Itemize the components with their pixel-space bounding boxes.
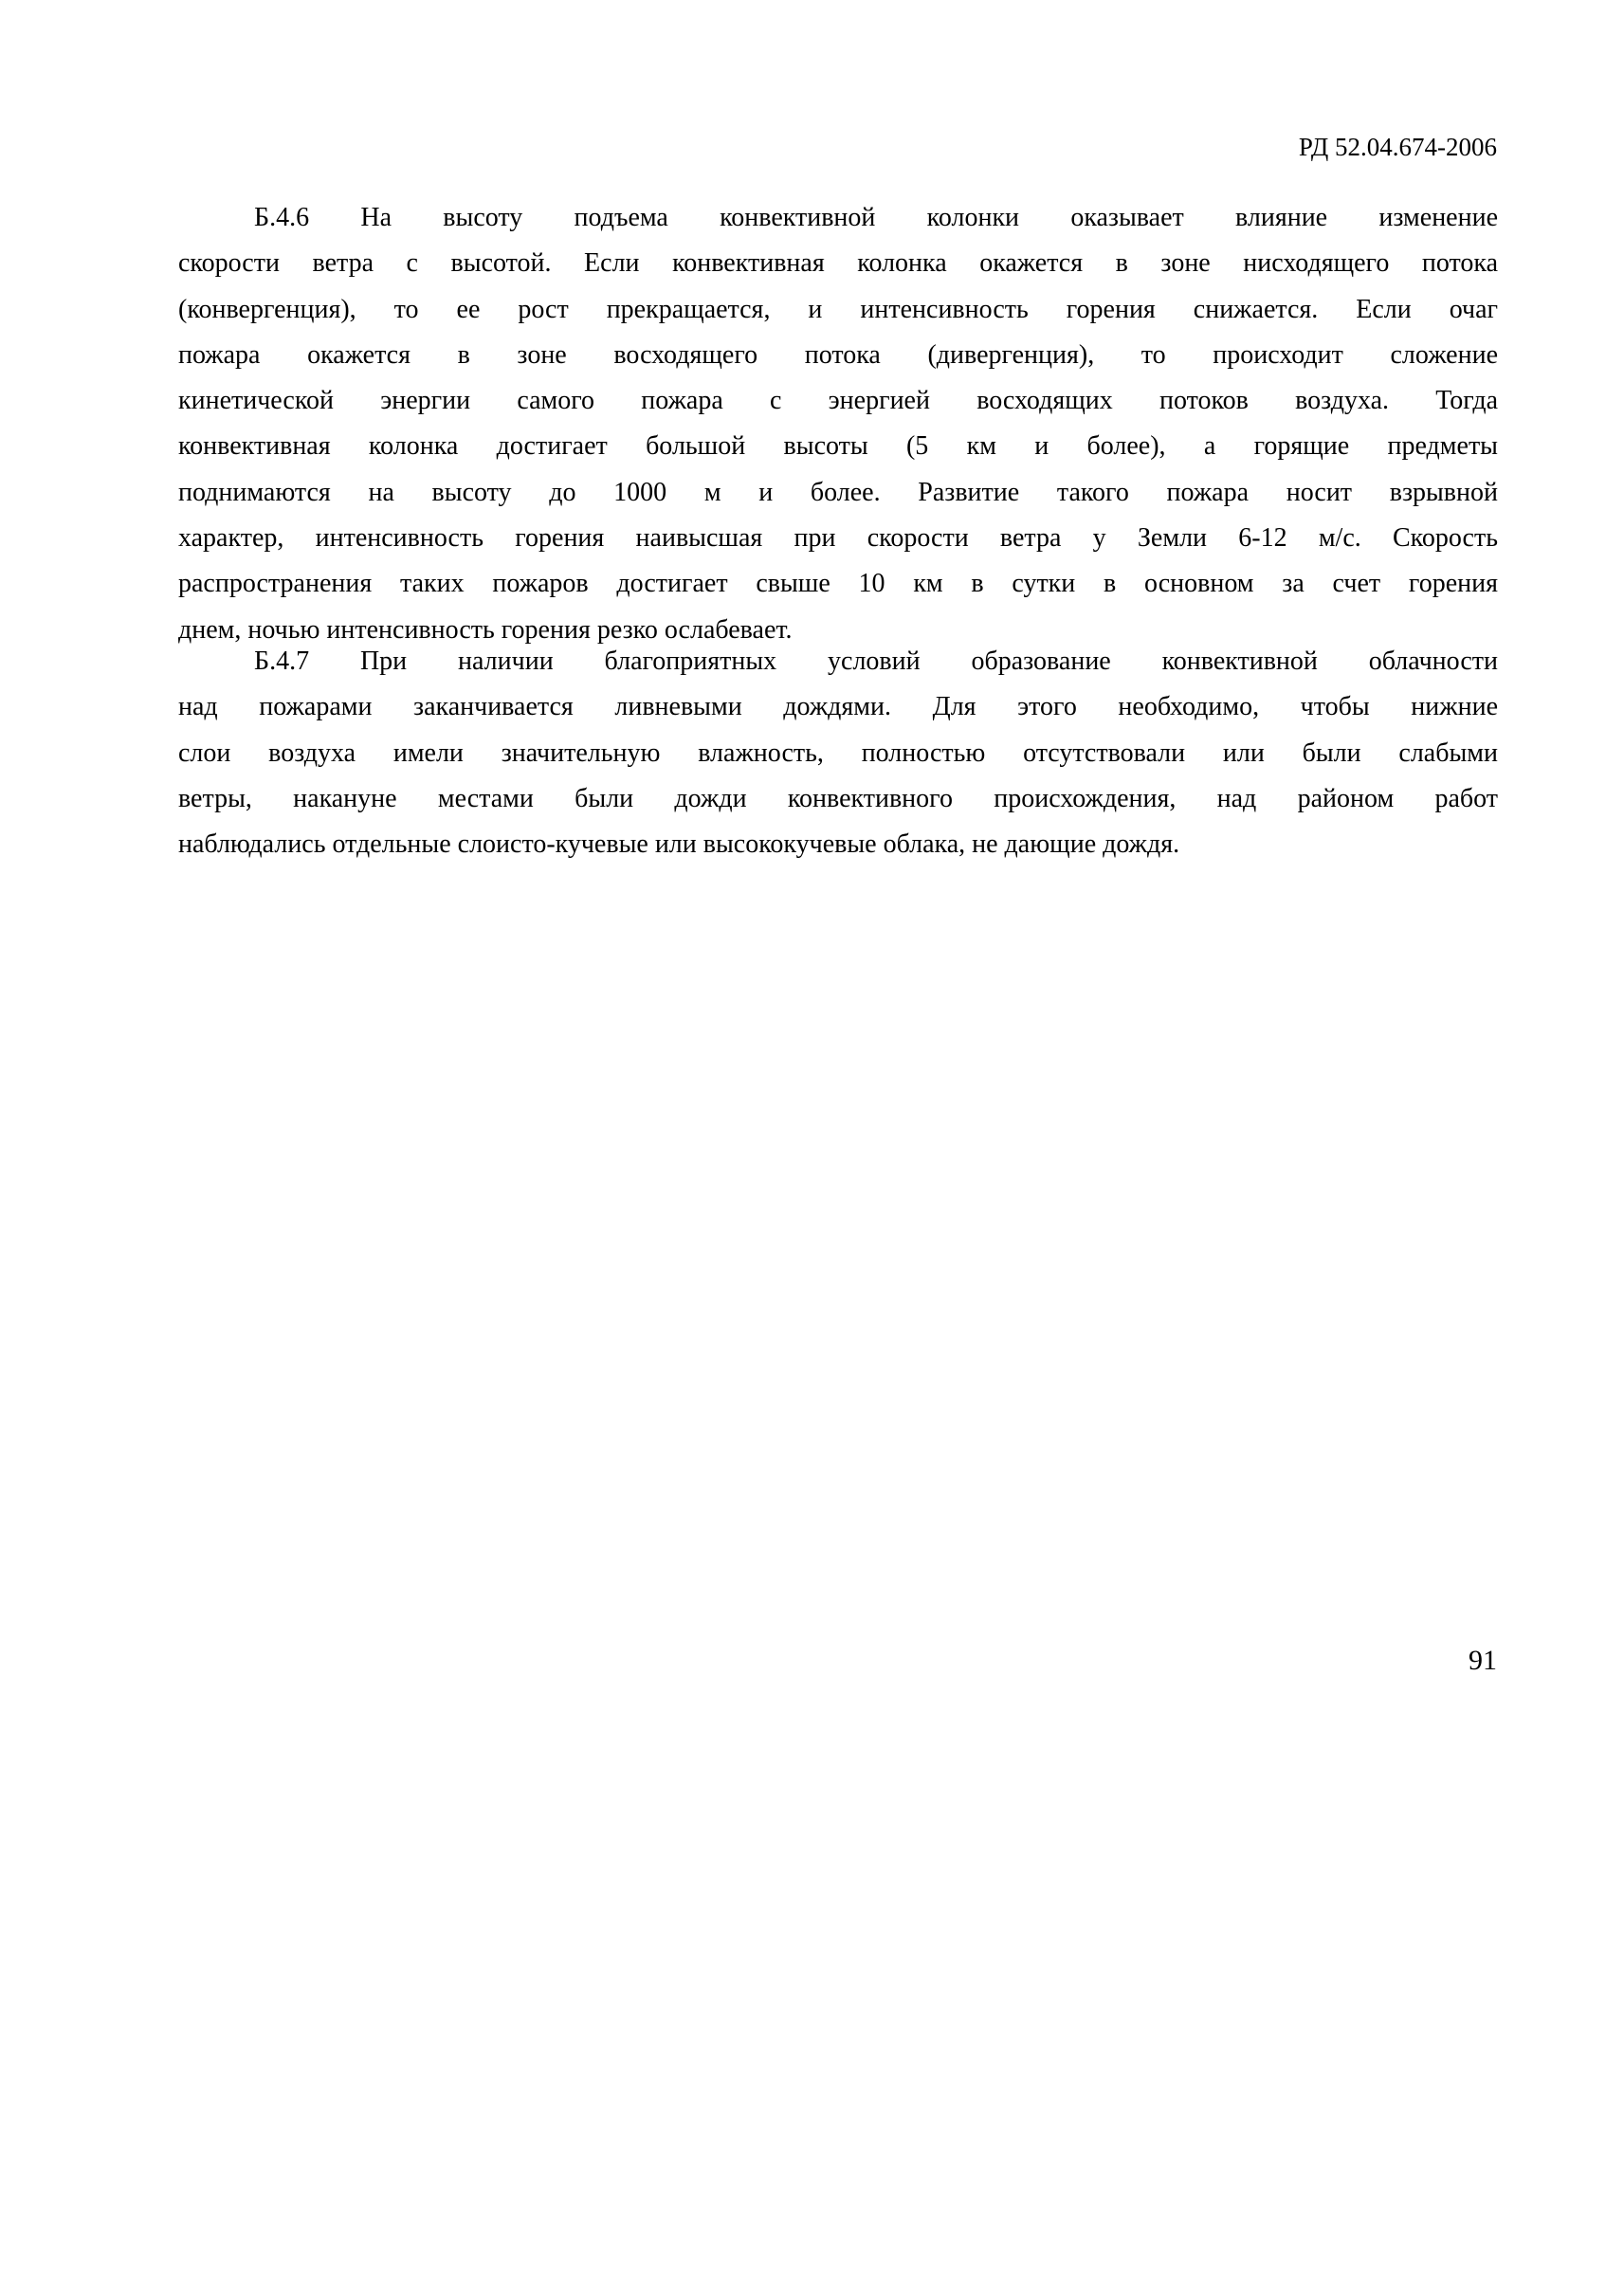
text-line: над пожарами заканчивается ливневыми дождями. Для этого необходимо, чтобы нижние [178,692,1498,722]
text-line: (конвергенция), то ее рост прекращается, и интенсивность горения снижается. Если очаг [178,294,1498,324]
document-code-header: РД 52.04.674-2006 [1298,133,1497,161]
page-number: 91 [1469,1645,1497,1676]
paragraph-b-4-6 [178,195,1498,653]
text-line: днем, ночью интенсивность горения резко ослабевает. [178,614,793,645]
text-line: наблюдались отдельные слоисто-кучевые или высококучевые облака, не дающие дождя. [178,829,1180,860]
text-line: характер, интенсивность горения наивысшая при скорости ветра у Земли 6-12 м/с. Скорость [178,523,1498,554]
text-line: конвективная колонка достигает большой высоты (5 км и более), а горящие предметы [178,431,1498,462]
text-line: кинетической энергии самого пожара с энергией восходящих потоков воздуха. Тогда [178,386,1498,416]
text-line: пожара окажется в зоне восходящего потока (дивергенция), то происходит сложение [178,339,1498,370]
text-line: поднимаются на высоту до 1000 м и более. Развитие такого пожара носит взрывной [178,477,1498,507]
text-line: скорости ветра с высотой. Если конвективная колонка окажется в зоне нисходящего потока [178,248,1498,279]
text-line: Б.4.7 При наличии благоприятных условий образование конвективной облачности [254,647,1498,676]
paragraph-b-4-7 [178,639,1498,867]
text-line: ветры, накануне местами были дожди конвективного происхождения, над районом работ [178,783,1498,813]
text-line: Б.4.6 На высоту подъема конвективной колонки оказывает влияние изменение [254,203,1498,232]
text-line: слои воздуха имели значительную влажность, полностью отсутствовали или были слабыми [178,738,1498,768]
text-line: распространения таких пожаров достигает свыше 10 км в сутки в основном за счет горения [178,569,1498,599]
